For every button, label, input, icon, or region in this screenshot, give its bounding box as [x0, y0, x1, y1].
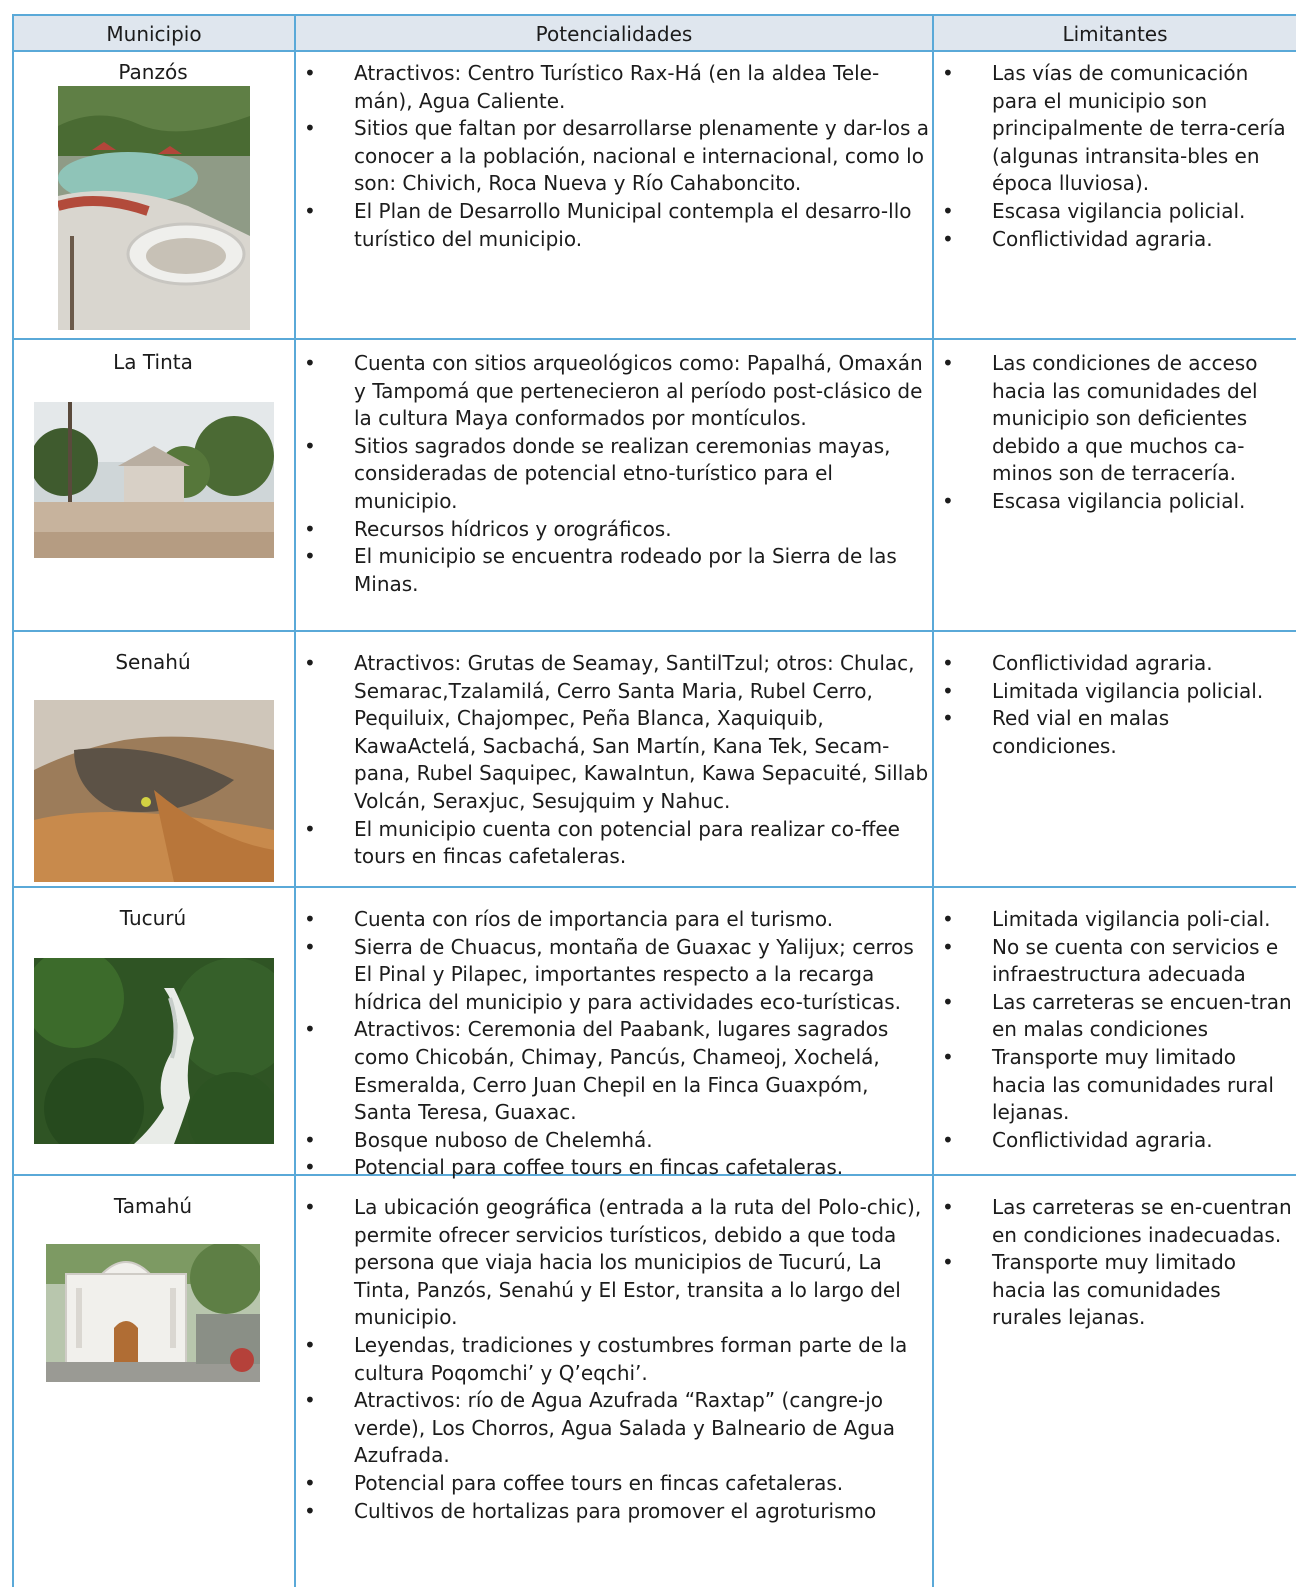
- list-item: • Escasa vigilancia policial.: [934, 198, 1296, 226]
- list-item: • Limitada vigilancia policial.: [934, 678, 1296, 706]
- list-item: • Conflictividad agraria.: [934, 650, 1296, 678]
- waterfall-photo: [34, 958, 274, 1144]
- municipio-name: La Tinta: [113, 350, 193, 374]
- list-item: • Sitios que faltan por desarrollarse plenamente y dar-los a conocer a la población, nacional e internacional, como lo son: Chivich, Roca Nueva y Río Cahaboncito.: [296, 115, 932, 198]
- list-item: • Red vial en malas condiciones.: [934, 705, 1296, 760]
- list-item: • Escasa vigilancia policial.: [934, 488, 1296, 516]
- list-item: • Transporte muy limitado hacia las comunidades rural lejanas.: [934, 1044, 1296, 1127]
- list-item: • Las condiciones de acceso hacia las comunidades del municipio son deficientes debido a que muchos ca-minos son de terracería.: [934, 350, 1296, 488]
- hot-springs-pool-photo: [58, 86, 250, 330]
- list-item: • Recursos hídricos y orográficos.: [296, 516, 932, 544]
- list-item: • Atractivos: Ceremonia del Paabank, lugares sagrados como Chicobán, Chimay, Pancús, Chameoj, Xochelá, Esmeralda, Cerro Juan Chepil en la Finca Guaxpóm, Santa Teresa, Guaxac.: [296, 1016, 932, 1126]
- potencialidades-list: [296, 906, 932, 1182]
- list-item: • El municipio se encuentra rodeado por la Sierra de las Minas.: [296, 543, 932, 598]
- list-item: • El municipio cuenta con potencial para realizar co-ffee tours en fincas cafetaleras.: [296, 816, 932, 871]
- list-item: • Cuenta con sitios arqueológicos como: Papalhá, Omaxán y Tampomá que pertenecieron al período post-clásico de la cultura Maya conformados por montículos.: [296, 350, 932, 433]
- table-border-left: [12, 14, 14, 1587]
- list-item: • Conflictividad agraria.: [934, 1127, 1296, 1155]
- header-municipio: Municipio: [106, 22, 202, 46]
- church-photo: [46, 1244, 260, 1382]
- list-item: • Las vías de comunicación para el municipio son principalmente de terra-cería (algunas intransita-bles en época lluviosa).: [934, 60, 1296, 198]
- row-divider: [12, 630, 1296, 632]
- list-item: • Cuenta con ríos de importancia para el turismo.: [296, 906, 932, 934]
- list-item: • Sierra de Chuacus, montaña de Guaxac y Yalijux; cerros El Pinal y Pilapec, importantes respecto a la recarga hídrica del municipio y para actividades eco-turísticas.: [296, 934, 932, 1017]
- limitantes-list: [934, 650, 1296, 760]
- potencialidades-list: [296, 350, 932, 598]
- potencialidades-list: [296, 650, 932, 871]
- list-item: • Sitios sagrados donde se realizan ceremonias mayas, consideradas de potencial etno-turístico para el municipio.: [296, 433, 932, 516]
- municipio-name: Tucurú: [119, 906, 187, 930]
- header-divider: [12, 50, 1296, 52]
- list-item: • No se cuenta con servicios e infraestructura adecuada: [934, 934, 1296, 989]
- municipio-name: Senahú: [115, 650, 191, 674]
- row-divider: [12, 886, 1296, 888]
- list-item: • Atractivos: Grutas de Seamay, SantilTzul; otros: Chulac, Semarac,Tzalamilá, Cerro Santa Maria, Rubel Cerro, Pequiluix, Chajompec, Peña Blanca, Xaquiquib, KawaActelá, Sacbachá, San Martín, Kana Tek, Secam-pana, Rubel Saquipec, KawaIntun, Kawa Sepacuité, Sillab Volcán, Seraxjuc, Sesujquim y Nahuc.: [296, 650, 932, 816]
- list-item: • La ubicación geográfica (entrada a la ruta del Polo-chic), permite ofrecer servicios turísticos, debido a que toda persona que viaja hacia los municipios de Tucurú, La Tinta, Panzós, Senahú y El Estor, transita a lo largo del municipio.: [296, 1194, 932, 1332]
- list-item: • Potencial para coffee tours en fincas cafetaleras.: [296, 1154, 932, 1182]
- municipio-name: Tamahú: [113, 1194, 193, 1218]
- list-item: • Transporte muy limitado hacia las comunidades rurales lejanas.: [934, 1249, 1296, 1332]
- header-potencialidades: Potencialidades: [535, 22, 693, 46]
- list-item: • Las carreteras se en-cuentran en condiciones inadecuadas.: [934, 1194, 1296, 1249]
- limitantes-list: [934, 60, 1296, 253]
- list-item: • Potencial para coffee tours en fincas cafetaleras.: [296, 1470, 932, 1498]
- list-item: • Atractivos: Centro Turístico Rax-Há (en la aldea Tele-mán), Agua Caliente.: [296, 60, 932, 115]
- limitantes-list: [934, 1194, 1296, 1332]
- list-item: • Limitada vigilancia poli-cial.: [934, 906, 1296, 934]
- list-item: • Bosque nuboso de Chelemhá.: [296, 1127, 932, 1155]
- list-item: • Atractivos: río de Agua Azufrada “Raxtap” (cangre-jo verde), Los Chorros, Agua Salada y Balneario de Agua Azufrada.: [296, 1387, 932, 1470]
- limitantes-list: [934, 906, 1296, 1154]
- tourism-table: [12, 14, 1296, 1587]
- list-item: • Leyendas, tradiciones y costumbres forman parte de la cultura Poqomchi’ y Q’eqchi’.: [296, 1332, 932, 1387]
- row-divider: [12, 338, 1296, 340]
- header-limitantes: Limitantes: [1062, 22, 1168, 46]
- list-item: • Las carreteras se encuen-tran en malas condiciones: [934, 989, 1296, 1044]
- list-item: • Cultivos de hortalizas para promover el agroturismo: [296, 1498, 932, 1526]
- list-item: • Conflictividad agraria.: [934, 226, 1296, 254]
- cave-photo: [34, 700, 274, 882]
- list-item: • El Plan de Desarrollo Municipal contempla el desarro-llo turístico del municipio.: [296, 198, 932, 253]
- limitantes-list: [934, 350, 1296, 516]
- municipio-name: Panzós: [118, 60, 188, 84]
- table-border-top: [12, 14, 1296, 16]
- potencialidades-list: [296, 1194, 932, 1525]
- town-plaza-photo: [34, 402, 274, 558]
- potencialidades-list: [296, 60, 932, 253]
